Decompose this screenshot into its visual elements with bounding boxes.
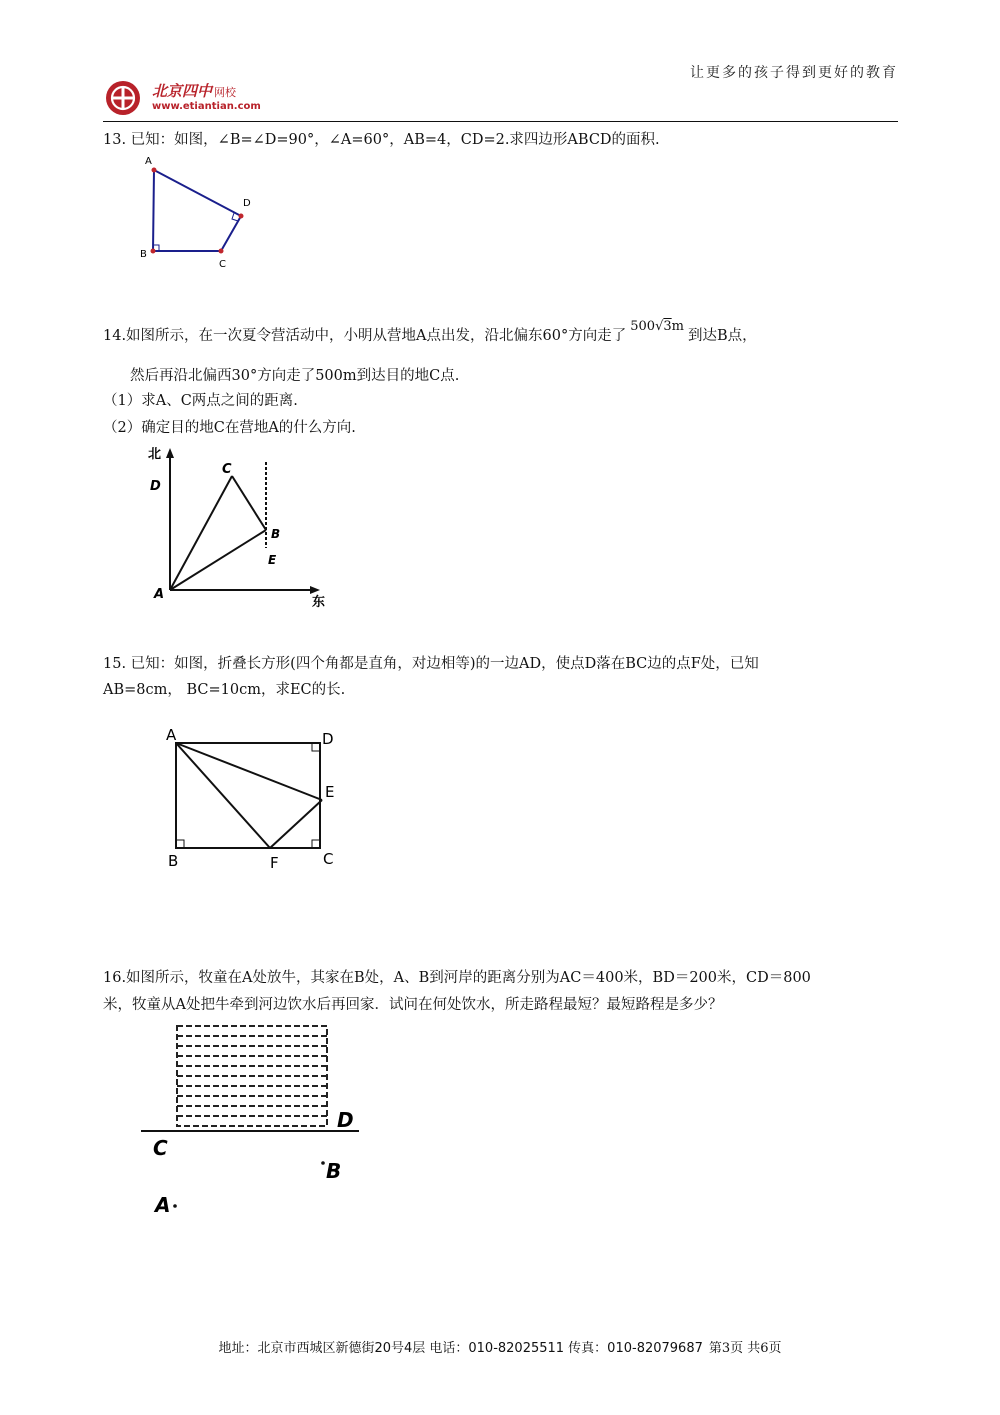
q14-part2: （2）确定目的地C在营地A的什么方向. xyxy=(103,420,356,436)
q13-label-A: A xyxy=(145,156,152,167)
q15-label-A: A xyxy=(166,726,177,744)
q13-point-D xyxy=(239,214,244,219)
q13-figure xyxy=(135,150,270,270)
q14-label-A: A xyxy=(154,587,165,602)
q13-label-B: B xyxy=(140,249,147,260)
q15-label-D: D xyxy=(322,730,334,748)
header-divider xyxy=(103,121,898,122)
q13-text: 13. 已知：如图，∠B=∠D=90°，∠A=60°，AB=4，CD=2.求四边形ABCD的面积. xyxy=(103,132,660,148)
q16-line2: 米，牧童从A处把牛牵到河边饮水后再回家．试问在何处饮水，所走路程最短？最短路程是多少？ xyxy=(103,997,723,1013)
q16-point-A xyxy=(173,1204,177,1208)
q14-label-north: 北 xyxy=(148,447,162,462)
q16-label-A: A xyxy=(155,1193,171,1217)
q13-label-C: C xyxy=(219,259,226,270)
q15-line1: 15. 已知：如图，折叠长方形(四个角都是直角，对边相等)的一边AD，使点D落在BC边的点F处，已知 xyxy=(103,656,759,672)
q16-river-hatching xyxy=(177,1026,327,1126)
q16-figure xyxy=(135,1020,375,1220)
q15-label-F: F xyxy=(270,854,279,872)
footer-address: 地址：北京市西城区新德街20号4层 电话：010-82025511 传真：010-82079687 xyxy=(218,1341,703,1356)
q13-point-B xyxy=(151,249,156,254)
logo-name: 北京四中 xyxy=(152,82,213,100)
logo-url: www.etiantian.com xyxy=(152,101,261,112)
q15-label-E: E xyxy=(325,783,335,801)
q14-line1: 14.如图所示，在一次夏令营活动中，小明从营地A点出发，沿北偏东60°方向走了500√3m到达B点， xyxy=(103,319,757,344)
q14-label-E: E xyxy=(268,553,277,567)
logo-suffix: 网校 xyxy=(214,86,237,99)
q14-label-east: 东 xyxy=(312,595,326,610)
q14-figure xyxy=(140,440,340,615)
footer-page-number: 第3页 共6页 xyxy=(708,1341,782,1356)
q14-part1: （1）求A、C两点之间的距离. xyxy=(103,393,298,409)
q13-point-C xyxy=(219,249,224,254)
q16-point-B xyxy=(321,1161,325,1165)
q14-label-D: D xyxy=(150,479,161,494)
q16-label-B: B xyxy=(326,1159,342,1183)
q16-line1: 16.如图所示，牧童在A处放牛，其家在B处，A、B到河岸的距离分别为AC＝400米，BD＝200米，CD＝800 xyxy=(103,970,811,986)
q14-label-B: B xyxy=(271,527,281,541)
q13-label-D: D xyxy=(243,198,251,209)
q15-figure xyxy=(160,720,350,880)
q16-label-D: D xyxy=(337,1108,354,1132)
q15-line2: AB=8cm， BC=10cm，求EC的长. xyxy=(103,682,346,698)
q15-label-B: B xyxy=(168,852,179,870)
page-footer xyxy=(0,1337,1000,1356)
q15-label-C: C xyxy=(323,850,334,868)
header-slogan: 让更多的孩子得到更好的教育 xyxy=(690,65,898,81)
q14-line2: 然后再沿北偏西30°方向走了500m到达目的地C点. xyxy=(130,368,460,384)
q16-label-C: C xyxy=(153,1136,168,1160)
logo-wordmark xyxy=(152,80,236,101)
q14-distance-expression: 500√3m xyxy=(630,319,684,334)
q13-point-A xyxy=(152,168,157,173)
q14-label-C: C xyxy=(222,462,232,477)
